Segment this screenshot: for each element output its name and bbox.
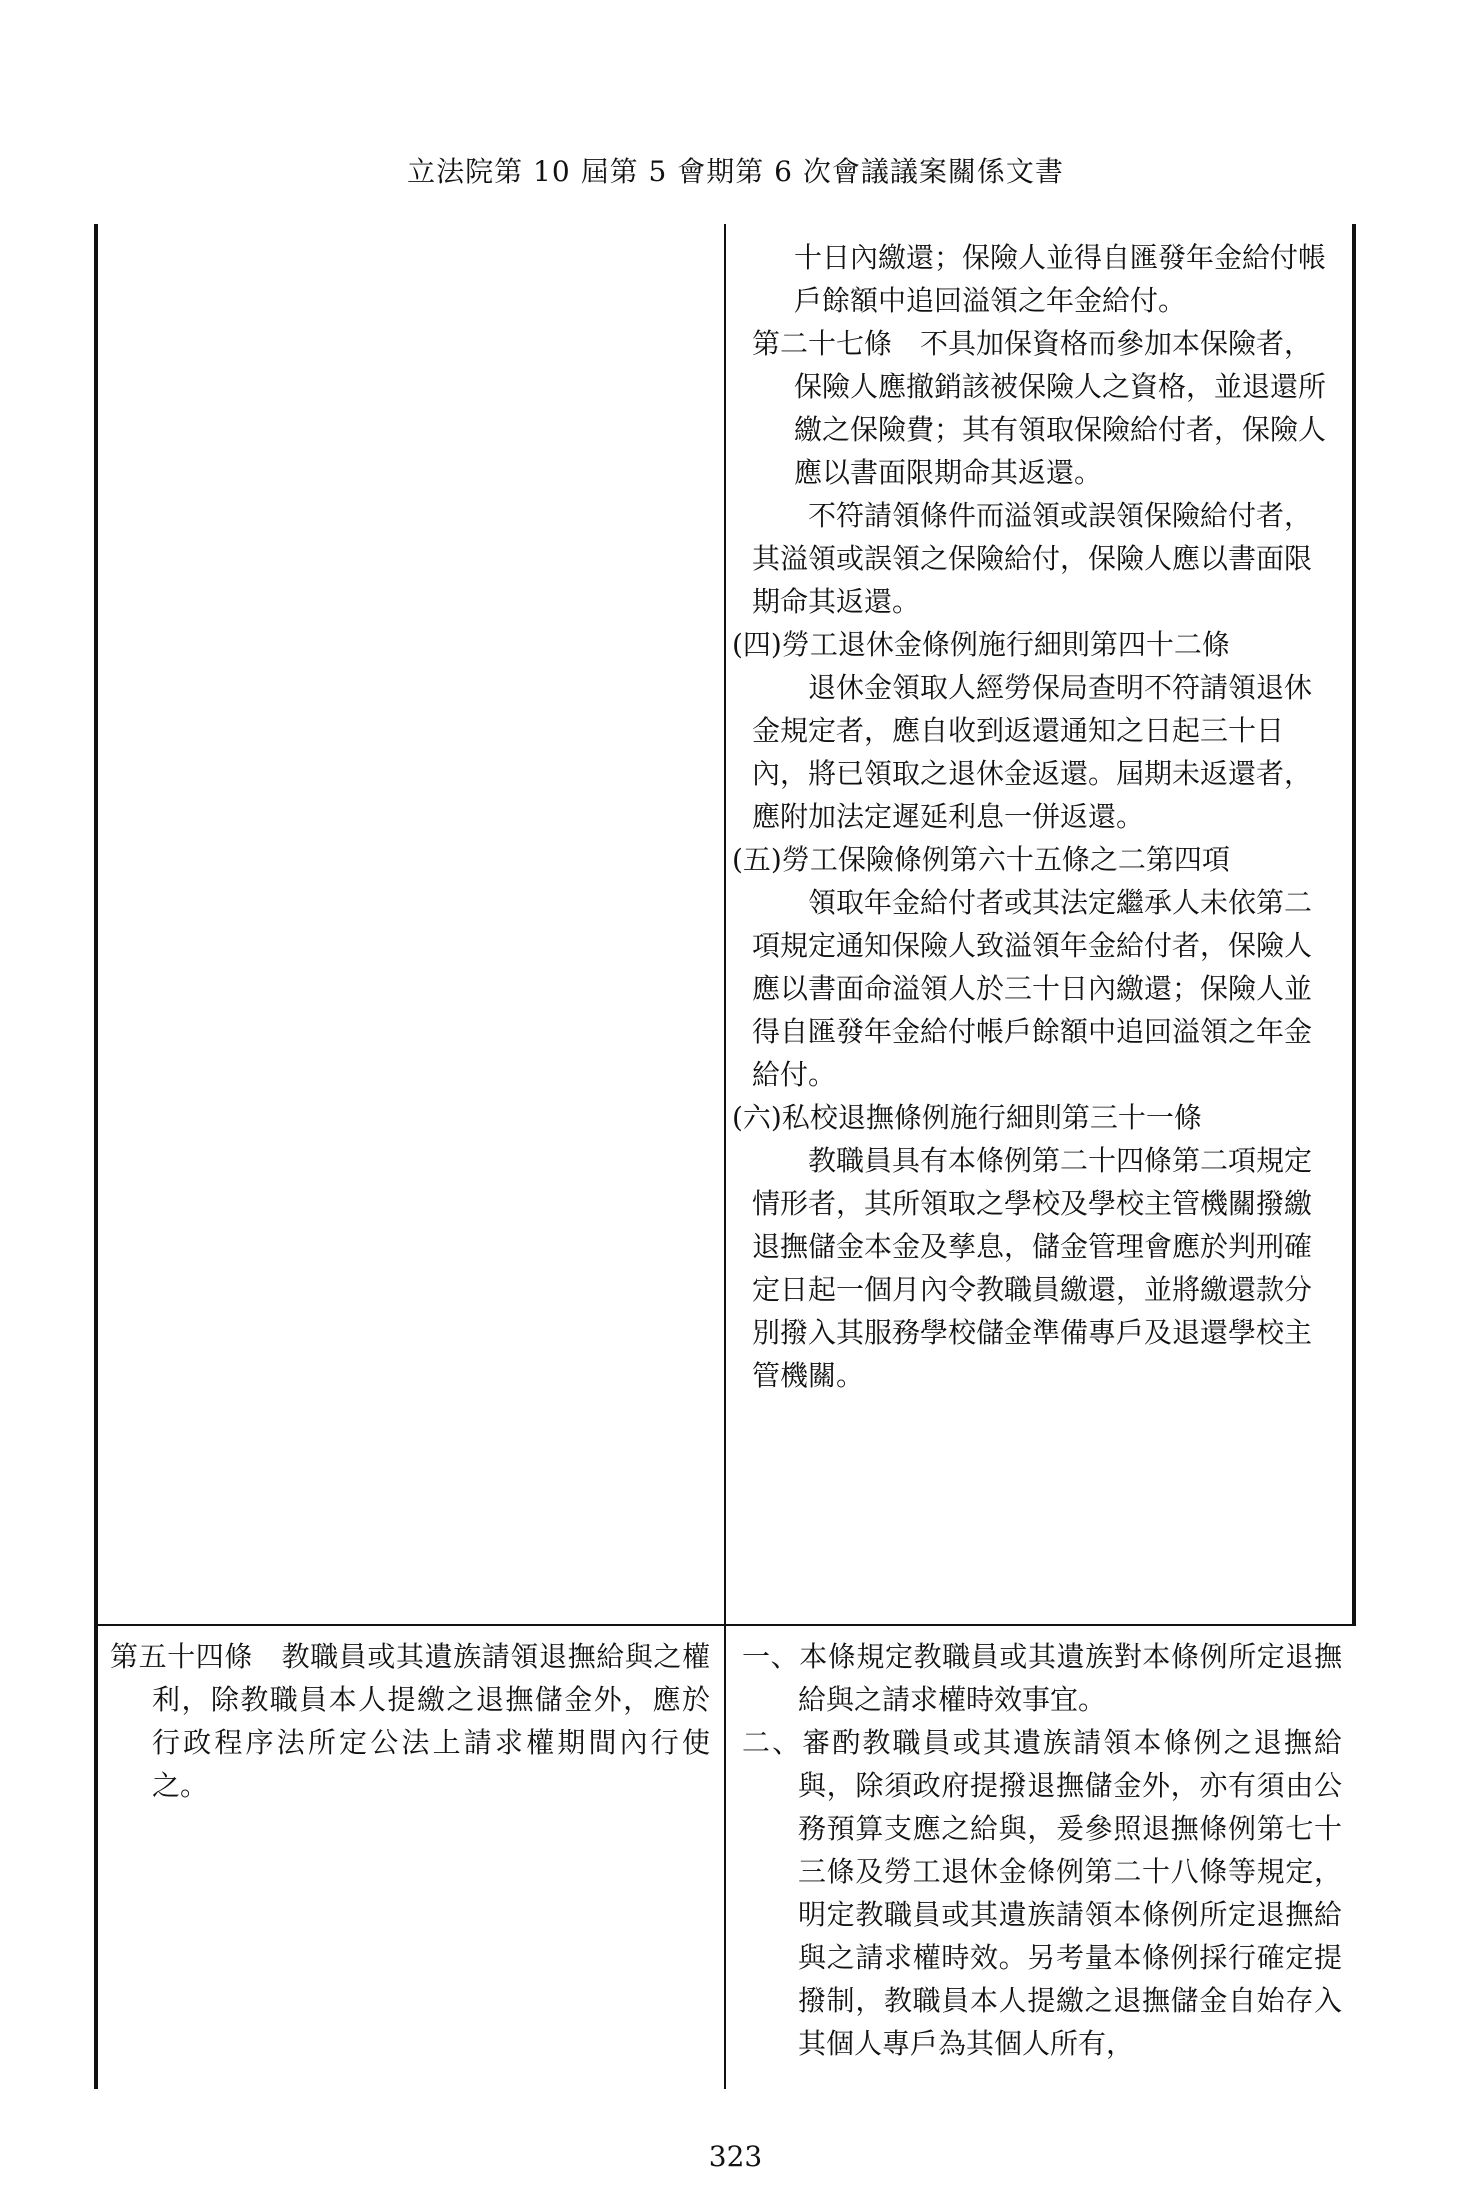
article-54-explanation-cell [742,1635,1342,2065]
article-27-text: 第二十七條 不具加保資格而參加本保險者，保險人應撤銷該被保險人之資格，並退還所繳之保險費；其有領取保險給付者，保險人應以書面限期命其返還。 [752,327,1327,489]
article-27-paragraph-2: 不符請領條件而溢領或誤領保險給付者，其溢領或誤領之保險給付，保險人應以書面限期命其返還。 [752,499,1313,618]
section-6-body: 教職員具有本條例第二十四條第二項規定情形者，其所領取之學校及學校主管機關撥繳退撫儲金本金及孳息，儲金管理會應於判刑確定日起一個月內令教職員繳還，並將繳還款分別撥入其服務學校儲金準備專戶及退還學校主管機關。 [752,1144,1313,1392]
article-54-cell [110,1635,710,1807]
table-left-border [94,224,98,2089]
section-5-body: 領取年金給付者或其法定繼承人未依第二項規定通知保險人致溢領年金給付者，保險人應以書面命溢領人於三十日內繳還；保險人並得自匯發年金給付帳戶餘額中追回溢領之年金給付。 [752,886,1313,1091]
section-4-body: 退休金領取人經勞保局查明不符請領退休金規定者，應自收到返還通知之日起三十日內，將已領取之退休金返還。屆期未返還者，應附加法定遲延利息一併返還。 [752,671,1313,833]
table-right-border [1352,224,1356,1624]
article-54-text: 第五十四條 教職員或其遺族請領退撫給與之權利，除教職員本人提繳之退撫儲金外，應於行政程序法所定公法上請求權期間內行使之。 [110,1640,710,1802]
comparison-table [94,224,1356,2089]
page-number: 323 [708,2140,763,2173]
table-column-divider [724,224,726,2089]
continued-text: 十日內繳還；保險人並得自匯發年金給付帳戶餘額中追回溢領之年金給付。 [794,241,1327,317]
row1-explanation-cell [732,236,1339,1397]
table-row-divider [94,1624,1356,1626]
section-4-heading: (四)勞工退休金條例施行細則第四十二條 [732,628,1230,661]
section-5-heading: (五)勞工保險條例第六十五條之二第四項 [732,843,1230,876]
explanation-item-1: 一、本條規定教職員或其遺族對本條例所定退撫給與之請求權時效事宜。 [742,1640,1342,1716]
document-header: 立法院第 10 屆第 5 會期第 6 次會議議案關係文書 [407,155,1064,188]
section-6-heading: (六)私校退撫條例施行細則第三十一條 [732,1101,1202,1134]
explanation-item-2: 二、審酌教職員或其遺族請領本條例之退撫給與，除須政府提撥退撫儲金外，亦有須由公務預算支應之給與，爰參照退撫條例第七十三條及勞工退休金條例第二十八條等規定，明定教職員或其遺族請領本條例所定退撫給與之請求權時效。另考量本條例採行確定提撥制，教職員本人提繳之退撫儲金自始存入其個人專戶為其個人所有， [742,1726,1342,2060]
